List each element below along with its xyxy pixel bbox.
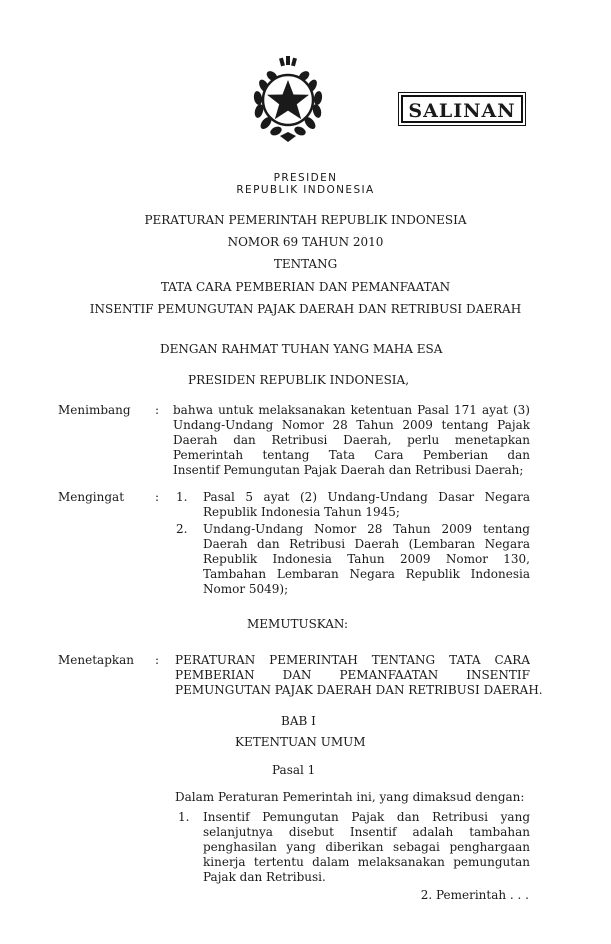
mengingat-line: Daerah dan Retribusi Daerah (Lembaran Negara [203, 537, 530, 551]
definitions-intro: Dalam Peraturan Pemerintah ini, yang dimaksud dengan: [175, 790, 525, 804]
menimbang-colon: : [155, 403, 160, 417]
definition-line: kinerja tertentu dalam melaksanakan pemungutan [203, 855, 530, 869]
regulation-title: PERATURAN PEMERINTAH REPUBLIK INDONESIA [144, 213, 467, 227]
chapter-number: BAB I [281, 714, 316, 728]
definition-item-number: 1. [178, 810, 190, 824]
mengingat-line: Republik Indonesia Tahun 1945; [203, 505, 400, 519]
definition-item-1 [203, 810, 530, 885]
mengingat-line: Pasal 5 ayat (2) Undang-Undang Dasar Negara [203, 490, 530, 504]
regulation-subject-line1: TATA CARA PEMBERIAN DAN PEMANFAATAN [160, 280, 451, 294]
regulation-about: TENTANG [273, 257, 338, 271]
blessing-line: DENGAN RAHMAT TUHAN YANG MAHA ESA [160, 342, 443, 356]
mengingat-item-number: 1. [176, 490, 188, 504]
menetapkan-label: Menetapkan [58, 653, 135, 667]
mengingat-line: Nomor 5049); [203, 582, 289, 596]
next-page-catchword: 2. Pemerintah . . . [420, 888, 529, 902]
mengingat-line: Republik Indonesia Tahun 2009 Nomor 130, [203, 552, 530, 566]
authority-line: PRESIDEN REPUBLIK INDONESIA, [188, 373, 410, 387]
mengingat-colon: : [155, 490, 160, 504]
mengingat-item-2 [203, 522, 530, 597]
president-header-line2: REPUBLIK INDONESIA [236, 184, 375, 196]
definition-line: penghasilan yang diberikan sebagai penghargaan [203, 840, 530, 854]
chapter-title: KETENTUAN UMUM [235, 735, 366, 749]
menimbang-line: Insentif Pemungutan Pajak Daerah dan Retribusi Daerah; [173, 463, 524, 477]
mengingat-item-number: 2. [176, 522, 188, 536]
regulation-number: NOMOR 69 TAHUN 2010 [227, 235, 384, 249]
article-heading: Pasal 1 [272, 763, 316, 777]
menetapkan-text [175, 653, 543, 698]
regulation-subject-line2: INSENTIF PEMUNGUTAN PAJAK DAERAH DAN RETRIBUSI DAERAH [89, 302, 522, 316]
menetapkan-colon: : [155, 653, 160, 667]
menimbang-line: Daerah dan Retribusi Daerah, perlu menetapkan [173, 433, 530, 447]
menimbang-label: Menimbang [58, 403, 131, 417]
menimbang-text [173, 403, 530, 478]
menetapkan-line: PERATURAN PEMERINTAH TENTANG TATA CARA [175, 653, 530, 667]
menimbang-line: bahwa untuk melaksanakan ketentuan Pasal 171 ayat (3) [173, 403, 530, 417]
mengingat-item-1 [203, 490, 530, 520]
menimbang-line: Pemerintah tentang Tata Cara Pemberian dan [173, 448, 530, 462]
copy-stamp: SALINAN [401, 95, 523, 123]
menetapkan-line: PEMBERIAN DAN PEMANFAATAN INSENTIF [175, 668, 530, 682]
mengingat-line: Tambahan Lembaran Negara Republik Indonesia [203, 567, 530, 581]
memutuskan-heading: MEMUTUSKAN: [247, 617, 349, 631]
garuda-emblem-icon [246, 56, 330, 142]
definition-line: selanjutnya disebut Insentif adalah tambahan [203, 825, 530, 839]
menimbang-line: Undang-Undang Nomor 28 Tahun 2009 tentang Pajak [173, 418, 530, 432]
menetapkan-line: PEMUNGUTAN PAJAK DAERAH DAN RETRIBUSI DAERAH. [175, 683, 543, 697]
definition-line: Insentif Pemungutan Pajak dan Retribusi yang [203, 810, 530, 824]
mengingat-label: Mengingat [58, 490, 125, 504]
definition-line: Pajak dan Retribusi. [203, 870, 326, 884]
president-header-line1: PRESIDEN [273, 172, 338, 184]
mengingat-line: Undang-Undang Nomor 28 Tahun 2009 tentang [203, 522, 530, 536]
